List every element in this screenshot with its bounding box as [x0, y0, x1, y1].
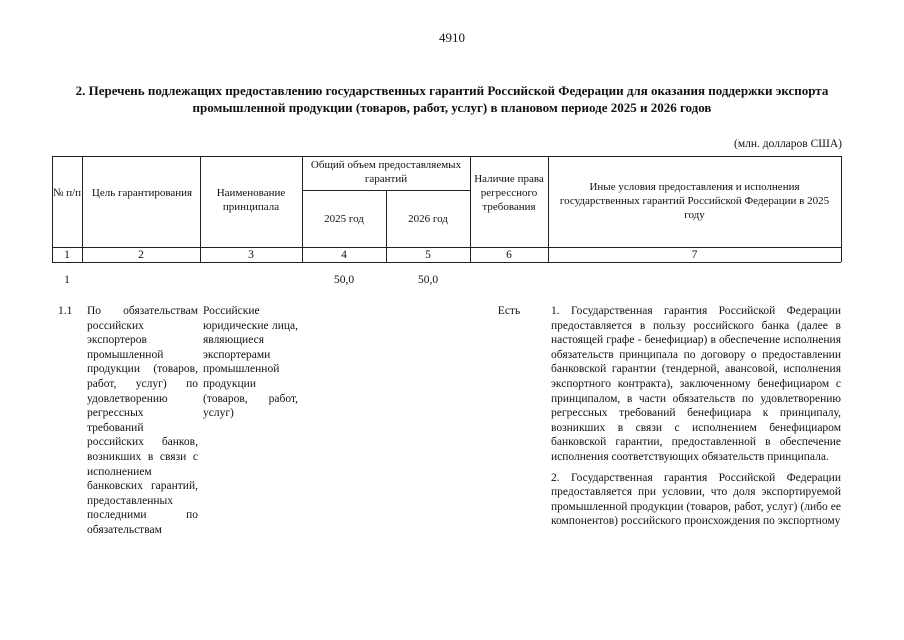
header-total: Общий объем предоставляемых гарантий — [310, 159, 462, 185]
col-border — [52, 156, 53, 262]
colnum-bottom-border — [52, 262, 841, 263]
condition-paragraph-1: 1. Государственная гарантия Российской Федерации предоставляется в пользу российского банка (далее в настоящей графе - бенефициар) в обеспечение исполнения обязательств принципала по договору о предоставлении банковской гарантии (тендерной, авансовой, исполнения экспортного контракта), заключенному бенефициаром с принципалом, в части обязательств по удовлетворению регрессных требований бенефициара к принципалу, возникших в связи с исполнением бенефициаром банковской гарантии, предоставленной в обеспечение исполнения соответствующих обязательств принципала. — [551, 305, 841, 463]
section-title: 2. Перечень подлежащих предоставлению государственных гарантий Российской Федерации для оказания поддержки экспорта промышленной продукции (товаров, работ, услуг) в плановом периоде 2025 и 2026 годов — [75, 83, 829, 115]
colnum-4: 4 — [341, 249, 347, 261]
header-other-conditions: Иные условия предоставления и исполнения государственных гарантий Российской Федерации в 2025 году — [559, 181, 830, 221]
colnum-3: 3 — [248, 249, 254, 261]
col-border — [548, 156, 549, 262]
col-border — [200, 156, 201, 262]
header-goal: Цель гарантирования — [91, 187, 193, 199]
condition-paragraph-2: 2. Государственная гарантия Российской Федерации предоставляется при условии, что доля экспортируемой промышленной продукции (товаров, работ, услуг) (либо ее компонентов) российского происхождения по экспортному — [551, 471, 841, 528]
row1-num: 1 — [64, 274, 70, 286]
header-principal: Наименование принципала — [216, 187, 286, 213]
header-2026: 2026 год — [408, 213, 448, 225]
row11-goal: По обязательствам российских экспортеров промышленной продукции (товаров, работ, услуг) по удовлетворению регрессных требований российских банков, возникших в связи с исполнением банковских гарантий, предоставленных последними по обязательствам — [87, 305, 198, 536]
row1-2026-value: 50,0 — [417, 274, 439, 286]
table-top-border — [52, 156, 841, 157]
colnum-1: 1 — [64, 249, 70, 261]
header-regress: Наличие права регрессного требования — [474, 173, 544, 213]
row11-principal: Российские юридические лица, являющиеся экспортерами промышленной продукции (товаров, работ, услуг) — [203, 305, 298, 420]
header-2025: 2025 год — [324, 213, 364, 225]
row11-other-conditions — [551, 304, 841, 535]
col-border — [302, 156, 303, 262]
row11-regress: Есть — [497, 305, 521, 317]
colnum-6: 6 — [506, 249, 512, 261]
header-bottom-border — [52, 247, 841, 248]
col-border — [470, 156, 471, 262]
colnum-7: 7 — [691, 249, 698, 261]
page-number: 4910 — [439, 30, 465, 45]
colnum-2: 2 — [138, 249, 144, 261]
row1-2025-value: 50,0 — [333, 274, 355, 286]
header-num: № п/п — [52, 187, 82, 199]
units-label: (млн. долларов США) — [734, 138, 842, 150]
col-border — [841, 156, 842, 262]
row11-num: 1.1 — [58, 305, 73, 317]
colnum-5: 5 — [425, 249, 431, 261]
col-border — [82, 156, 83, 262]
